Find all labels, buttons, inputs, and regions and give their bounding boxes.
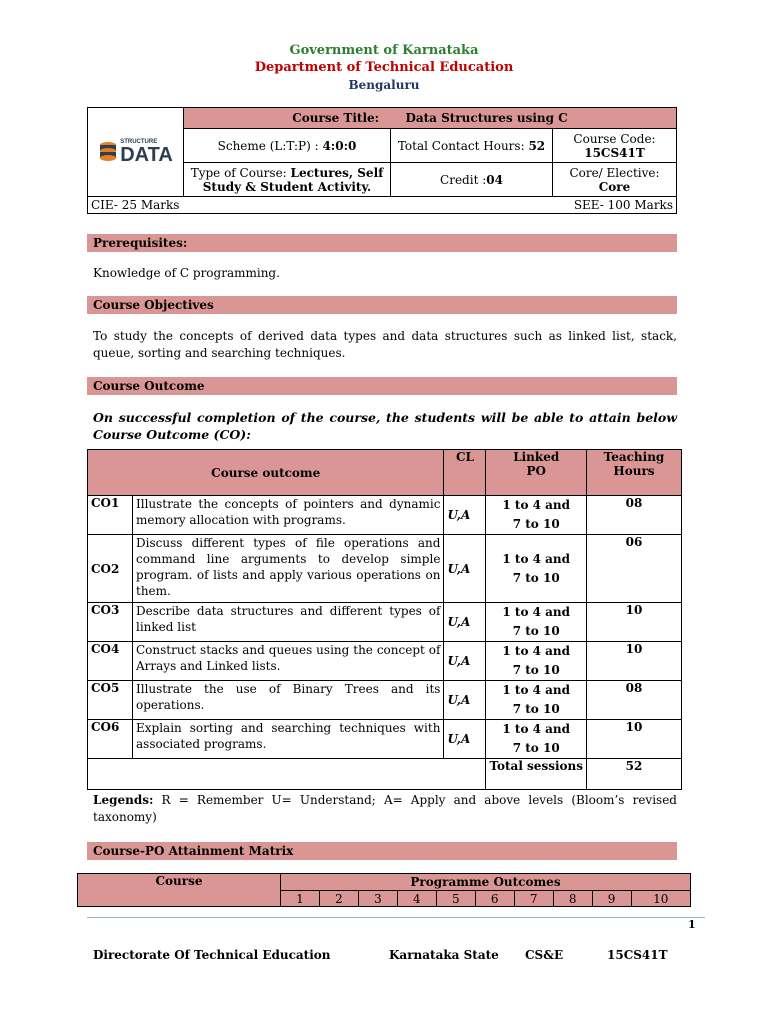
course-code-value: 15CS41T (584, 145, 645, 160)
co-hours: 10 (587, 603, 682, 642)
scheme-label: Scheme (L:T:P) : (217, 138, 323, 153)
co-cl: U,A (444, 535, 486, 603)
co-description: Illustrate the use of Binary Trees and its operations. (133, 681, 444, 720)
header-city: Bengaluru (348, 78, 420, 92)
credit-label: Credit : (440, 172, 487, 187)
co-header-outcome: Course outcome (88, 450, 444, 496)
total-label: Total sessions (486, 759, 587, 790)
logo-big-text: DATA (120, 144, 173, 166)
co-po-line1: 1 to 4 and (502, 551, 571, 566)
logo-cell (88, 108, 184, 197)
co-header-po-line2: PO (526, 464, 546, 478)
scheme-cell (184, 129, 391, 163)
po-number: 1 (281, 891, 320, 907)
co-header-hours (587, 450, 682, 496)
table-row (88, 535, 682, 603)
footer-dept: CS&E (525, 948, 564, 962)
structure-data-logo (88, 139, 183, 165)
footer-state: Karnataka State (389, 948, 499, 962)
course-title-cell (184, 108, 677, 129)
course-type-value-1: Lectures, Self (290, 165, 384, 180)
po-number: 8 (553, 891, 592, 907)
co-id: CO5 (88, 681, 133, 720)
course-code-cell (553, 129, 677, 163)
page-number: 1 (688, 918, 696, 931)
core-elective-cell (553, 163, 677, 197)
co-po-line1: 1 to 4 and (502, 644, 571, 658)
co-header-cl: CL (444, 450, 486, 496)
co-po (486, 496, 587, 535)
outcome-intro: On successful completion of the course, the students will be able to attain below Course Outcome (CO): (93, 410, 677, 442)
table-row (88, 603, 682, 642)
contact-hours-cell (391, 129, 553, 163)
po-number: 4 (397, 891, 436, 907)
co-header-po (486, 450, 587, 496)
po-number: 3 (358, 891, 397, 907)
co-hours: 08 (587, 681, 682, 720)
total-row (88, 759, 682, 790)
co-description: Describe data structures and different types of linked list (133, 603, 444, 642)
footer-directorate: Directorate Of Technical Education (93, 948, 331, 962)
co-id: CO1 (88, 496, 133, 535)
matrix-po-header: Programme Outcomes (281, 874, 691, 891)
co-po-line2: 7 to 10 (512, 570, 560, 585)
co-description: Illustrate the concepts of pointers and dynamic memory allocation with programs. (133, 496, 444, 535)
scheme-value: 4:0:0 (322, 138, 357, 153)
legends-label: Legends: (93, 793, 154, 807)
total-value: 52 (587, 759, 682, 790)
credit-value: 04 (486, 172, 503, 187)
course-title-label: Course Title: (292, 111, 380, 125)
co-cl: U,A (444, 642, 486, 681)
co-po-line1: 1 to 4 and (502, 498, 571, 512)
co-po (486, 535, 587, 603)
co-description: Discuss different types of file operations and command line arguments to develop simple program. of lists and apply various operations on them. (133, 535, 444, 603)
matrix-heading: Course-PO Attainment Matrix (87, 842, 677, 860)
co-hours: 10 (587, 720, 682, 759)
co-description: Construct stacks and queues using the concept of Arrays and Linked lists. (133, 642, 444, 681)
co-po-line2: 7 to 10 (512, 741, 560, 755)
po-number: 9 (592, 891, 631, 907)
course-type-label: Type of Course: (190, 165, 291, 180)
co-po (486, 720, 587, 759)
co-header-po-line1: Linked (513, 450, 560, 464)
core-elective-label: Core/ Elective: (569, 165, 660, 180)
co-id: CO6 (88, 720, 133, 759)
table-row (88, 642, 682, 681)
po-number: 2 (319, 891, 358, 907)
footer-code: 15CS41T (607, 948, 668, 962)
co-id: CO3 (88, 603, 133, 642)
prerequisites-heading: Prerequisites: (87, 234, 677, 252)
contact-hours-value: 52 (528, 138, 546, 153)
co-cl: U,A (444, 720, 486, 759)
core-elective-value: Core (598, 179, 631, 194)
co-cl: U,A (444, 603, 486, 642)
co-id: CO2 (88, 535, 133, 603)
po-number: 6 (475, 891, 514, 907)
co-po (486, 603, 587, 642)
co-po-line1: 1 to 4 and (502, 722, 571, 736)
see-marks: SEE- 100 Marks (573, 198, 673, 212)
cie-marks: CIE- 25 Marks (91, 198, 180, 212)
credit-cell (391, 163, 553, 197)
table-row (88, 720, 682, 759)
data-stack-icon (98, 140, 118, 164)
po-number: 10 (631, 891, 690, 907)
legends-text: R = Remember U= Understand; A= Apply and above levels (Bloom’s revised taxonomy) (93, 793, 677, 824)
course-type-value-2: Study & Student Activity. (202, 179, 372, 194)
co-po-line2: 7 to 10 (512, 624, 560, 638)
course-code-label: Course Code: (573, 131, 656, 146)
header-government: Government of Karnataka (289, 43, 479, 58)
logo-small-text: STRUCTURE (120, 139, 158, 145)
co-po-line2: 7 to 10 (512, 517, 560, 531)
co-id: CO4 (88, 642, 133, 681)
co-po (486, 642, 587, 681)
co-description: Explain sorting and searching techniques with associated programs. (133, 720, 444, 759)
co-po-line1: 1 to 4 and (502, 605, 571, 619)
prerequisites-text: Knowledge of C programming. (93, 266, 280, 280)
co-header-hours-line1: Teaching (603, 450, 665, 464)
objectives-heading: Course Objectives (87, 296, 677, 314)
course-title-value: Data Structures using C (405, 111, 568, 125)
co-po-line2: 7 to 10 (512, 663, 560, 677)
co-header-hours-line2: Hours (613, 464, 655, 478)
contact-hours-label: Total Contact Hours: (397, 138, 529, 153)
table-row (88, 681, 682, 720)
table-row (88, 496, 682, 535)
outcome-heading: Course Outcome (87, 377, 677, 395)
matrix-course-header: Course (78, 874, 281, 907)
co-cl: U,A (444, 681, 486, 720)
course-info-table (87, 107, 677, 214)
total-empty (88, 759, 486, 790)
co-cl: U,A (444, 496, 486, 535)
po-matrix-table (77, 873, 691, 907)
marks-cell (88, 197, 677, 214)
co-po-line2: 7 to 10 (512, 702, 560, 716)
course-outcome-table (87, 449, 682, 790)
objectives-text: To study the concepts of derived data types and data structures such as linked list, stack, queue, sorting and searching techniques. (93, 329, 677, 360)
co-hours: 08 (587, 496, 682, 535)
co-po-line1: 1 to 4 and (502, 683, 571, 697)
page-divider (87, 917, 705, 918)
header-department: Department of Technical Education (254, 60, 514, 75)
co-hours: 06 (587, 535, 682, 603)
co-hours: 10 (587, 642, 682, 681)
po-number: 5 (436, 891, 475, 907)
legends (93, 792, 677, 826)
po-number: 7 (514, 891, 553, 907)
co-po (486, 681, 587, 720)
course-type-cell (184, 163, 391, 197)
